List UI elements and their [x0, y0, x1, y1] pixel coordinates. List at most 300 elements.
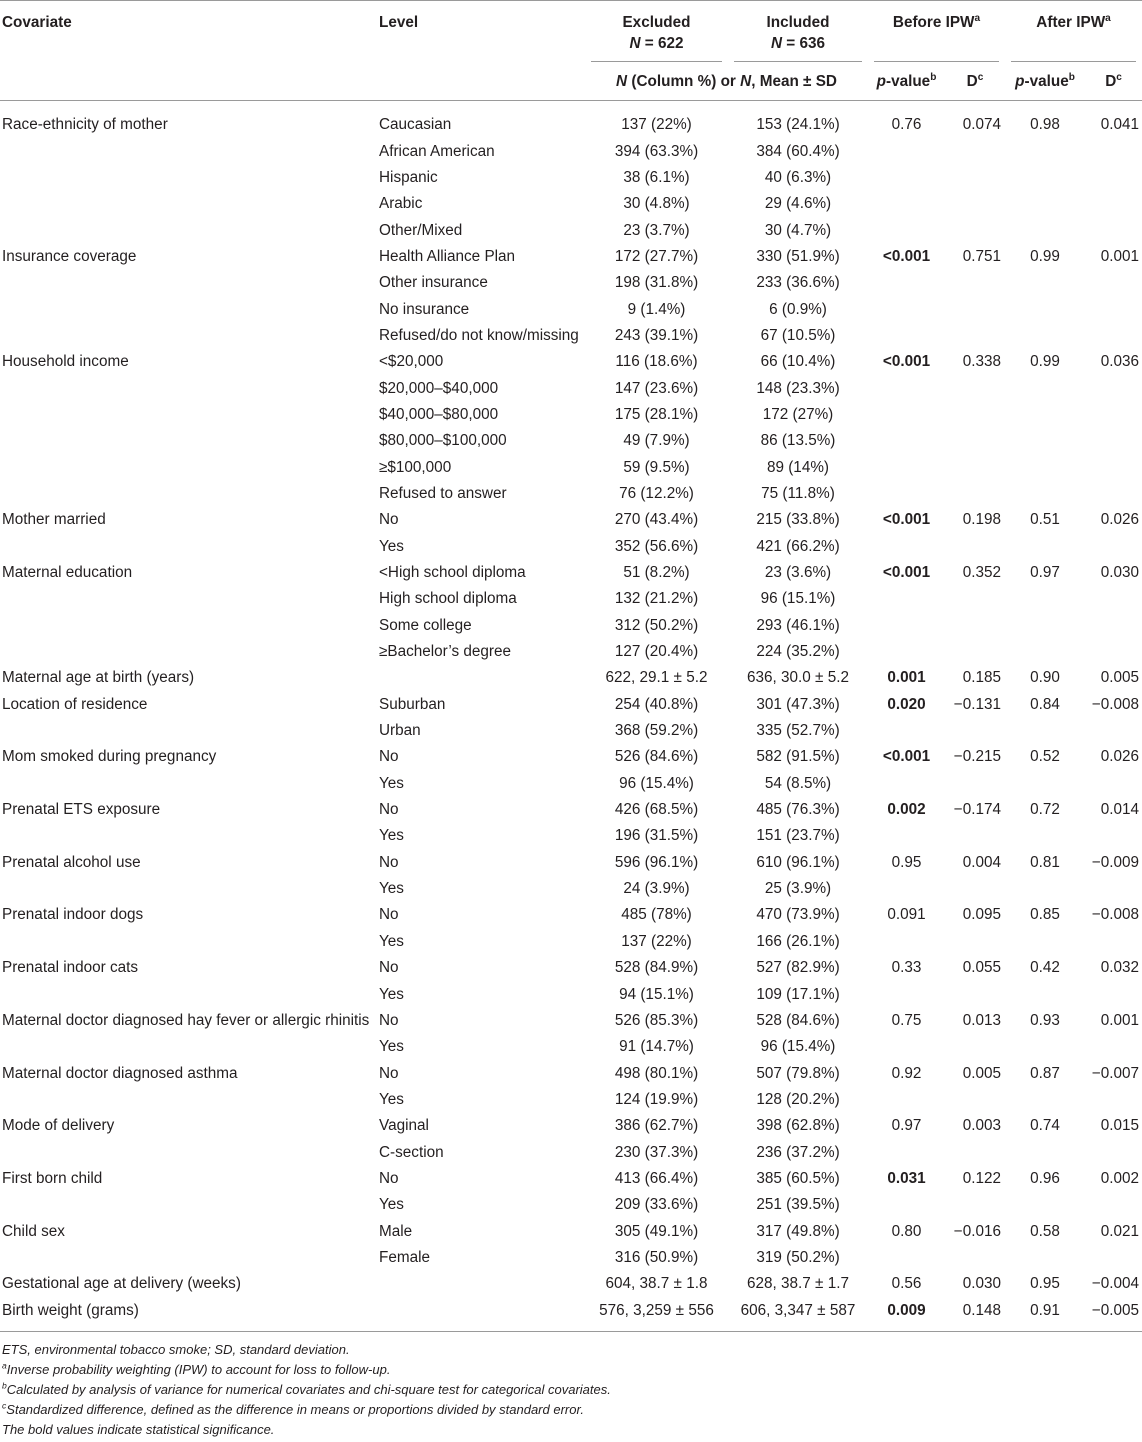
level-cell: Yes: [379, 1038, 404, 1056]
after-ipw-p-value-cell: [1005, 534, 1085, 560]
after-ipw-p-value-cell: [1005, 1245, 1085, 1271]
after-ipw-p-value-cell: [1005, 323, 1085, 349]
included-value-cell: 470 (73.9%): [756, 906, 840, 924]
table-row: [0, 1008, 1142, 1034]
after-ipw-p-value-cell: 0.99: [1030, 353, 1060, 371]
before-ipw-p-value-cell: [868, 586, 945, 612]
excluded-value-cell: 196 (31.5%): [614, 827, 699, 845]
after-ipw-p-value-cell: [1005, 718, 1085, 744]
stats-label-text-2: , Mean ± SD: [751, 72, 837, 90]
excluded-value-cell: 38 (6.1%): [623, 168, 690, 186]
before-ipw-p-value-cell: 0.80: [891, 1222, 922, 1240]
level-cell: [375, 1271, 585, 1297]
covariate-cell: [0, 718, 375, 744]
excluded-value-cell: 622, 29.1 ± 5.2: [605, 669, 708, 687]
excluded-value-cell: 76 (12.2%): [619, 484, 694, 502]
level-cell: Yes: [379, 1090, 404, 1108]
table-row: [0, 112, 1142, 138]
before-ipw-p-value-cell: [868, 270, 945, 296]
before-ipw-p-value-cell: [868, 323, 945, 349]
level-cell: Hispanic: [379, 168, 438, 186]
table-row: [0, 296, 1142, 322]
covariate-cell: Mode of delivery: [2, 1117, 115, 1135]
before-ipw-d-cell: 0.185: [962, 669, 1002, 687]
included-count-symbol: N: [770, 35, 783, 52]
included-value-cell: 67 (10.5%): [760, 326, 836, 344]
footnote-b-marker: b: [2, 1380, 7, 1391]
after-ipw-d-cell: −0.008: [1091, 695, 1140, 713]
level-cell: $40,000–$80,000: [379, 405, 499, 423]
level-cell: Yes: [379, 774, 404, 792]
footnote-a-marker: a: [2, 1360, 7, 1371]
after-ipw-p-value-cell: [1005, 165, 1085, 191]
before-ipw-p-value-cell: 0.091: [887, 906, 926, 924]
level-cell: <$20,000: [379, 353, 444, 371]
table-row: [0, 1218, 1142, 1244]
table-row: [0, 270, 1142, 296]
level-cell: ≥$100,000: [379, 458, 452, 476]
before-ipw-p-value-cell: [868, 771, 945, 797]
d-footnote-marker: c: [1116, 71, 1122, 83]
before-ipw-d-cell: [945, 876, 1005, 902]
before-ipw-d-cell: [945, 1192, 1005, 1218]
before-ipw-d-cell: −0.215: [953, 748, 1002, 766]
included-value-cell: 233 (36.6%): [756, 274, 840, 292]
before-ipw-p-value-cell: [868, 718, 945, 744]
included-value-cell: 23 (3.6%): [764, 564, 832, 582]
level-cell: No: [379, 1064, 399, 1082]
table-header: [0, 1, 1142, 101]
before-ipw-d-cell: 0.005: [962, 1064, 1002, 1082]
after-ipw-p-value-cell: [1005, 981, 1085, 1007]
table-row: [0, 244, 1142, 270]
covariate-column-header: [0, 1, 375, 101]
included-value-cell: 527 (82.9%): [756, 959, 840, 977]
table-row: [0, 586, 1142, 612]
after-ipw-d-cell: 0.002: [1100, 1169, 1140, 1187]
after-ipw-d-cell: 0.014: [1100, 801, 1140, 819]
excluded-value-cell: 528 (84.9%): [614, 959, 699, 977]
included-value-cell: 151 (23.7%): [756, 827, 840, 845]
before-ipw-p-value-cell: [868, 165, 945, 191]
table-row: [0, 1060, 1142, 1086]
before-ipw-d-cell: [945, 823, 1005, 849]
before-ipw-d-cell: [945, 402, 1005, 428]
included-value-cell: 610 (96.1%): [756, 853, 840, 871]
covariate-cell: [0, 375, 375, 401]
before-ipw-d-cell: [945, 929, 1005, 955]
included-value-cell: 330 (51.9%): [756, 247, 840, 265]
p-symbol: p: [1015, 72, 1025, 90]
table-row: [0, 217, 1142, 243]
before-ipw-p-value-cell: <0.001: [882, 748, 931, 766]
before-ipw-p-value-header: [868, 62, 945, 101]
excluded-value-cell: 316 (50.9%): [614, 1248, 699, 1266]
table-row: [0, 639, 1142, 665]
after-ipw-d-cell: [1085, 454, 1142, 480]
after-ipw-p-value-cell: [1005, 876, 1085, 902]
excluded-value-cell: 137 (22%): [621, 116, 692, 134]
covariate-cell: Maternal doctor diagnosed hay fever or allergic rhinitis: [2, 1011, 370, 1029]
table-row: [0, 692, 1142, 718]
level-cell: Yes: [379, 932, 404, 950]
included-value-cell: 582 (91.5%): [756, 748, 840, 766]
included-value-cell: 636, 30.0 ± 5.2: [747, 669, 849, 687]
covariate-cell: [0, 481, 375, 507]
covariate-cell: [0, 823, 375, 849]
after-ipw-d-cell: 0.015: [1100, 1117, 1140, 1135]
after-ipw-d-cell: [1085, 481, 1142, 507]
excluded-value-cell: 91 (14.7%): [619, 1038, 694, 1056]
included-value-cell: 301 (47.3%): [756, 695, 840, 713]
table-row: [0, 534, 1142, 560]
excluded-value-cell: 270 (43.4%): [614, 511, 699, 529]
after-ipw-d-cell: [1085, 771, 1142, 797]
included-header-count: [728, 33, 868, 54]
after-ipw-p-value-cell: [1005, 613, 1085, 639]
excluded-value-cell: 413 (66.4%): [614, 1169, 699, 1187]
before-ipw-d-cell: [945, 1087, 1005, 1113]
level-cell: No: [379, 853, 399, 871]
after-ipw-p-value-cell: 0.93: [1030, 1011, 1060, 1029]
covariate-cell: Prenatal indoor cats: [2, 959, 139, 977]
after-ipw-d-cell: 0.005: [1100, 669, 1140, 687]
excluded-value-cell: 426 (68.5%): [614, 801, 699, 819]
stats-label-n-symbol: N: [616, 72, 628, 90]
spacer-row: [0, 1324, 1142, 1332]
level-cell: $20,000–$40,000: [379, 379, 499, 397]
included-value-cell: 485 (76.3%): [756, 801, 840, 819]
table-row: [0, 876, 1142, 902]
table-row: [0, 981, 1142, 1007]
table-row: [0, 165, 1142, 191]
included-header-label: Included: [766, 14, 830, 31]
before-ipw-p-value-cell: [868, 1245, 945, 1271]
covariate-cell: Household income: [2, 353, 129, 371]
excluded-value-cell: 132 (21.2%): [614, 590, 699, 608]
after-ipw-d-cell: [1085, 165, 1142, 191]
covariate-cell: [0, 138, 375, 164]
after-ipw-d-cell: [1085, 191, 1142, 217]
after-ipw-d-cell: −0.009: [1091, 853, 1140, 871]
after-ipw-d-cell: [1085, 323, 1142, 349]
before-ipw-header: [868, 1, 1005, 63]
after-ipw-d-cell: [1085, 1139, 1142, 1165]
covariate-cell: [0, 929, 375, 955]
excluded-value-cell: 394 (63.3%): [614, 142, 699, 160]
covariate-cell: Mother married: [2, 511, 106, 529]
before-ipw-p-value-cell: 0.002: [887, 801, 926, 819]
level-header-label: Level: [379, 14, 419, 31]
included-value-cell: 25 (3.9%): [764, 880, 832, 898]
after-ipw-p-value-cell: [1005, 481, 1085, 507]
before-ipw-d-cell: [945, 481, 1005, 507]
p-symbol: p: [876, 72, 886, 90]
table-row: [0, 1139, 1142, 1165]
covariate-cell: Prenatal alcohol use: [2, 853, 141, 871]
excluded-column-header: [585, 1, 728, 63]
after-ipw-p-value-cell: [1005, 823, 1085, 849]
excluded-value-cell: 9 (1.4%): [627, 300, 686, 318]
footnote-b-text: Calculated by analysis of variance for numerical covariates and chi-square test for categorical covariates.: [6, 1381, 611, 1397]
after-ipw-d-cell: [1085, 1192, 1142, 1218]
covariate-cell: [0, 876, 375, 902]
before-ipw-p-value-cell: <0.001: [882, 564, 931, 582]
after-ipw-d-cell: −0.004: [1091, 1275, 1140, 1293]
summary-statistic-header: [585, 62, 868, 101]
spacer-cell: [0, 101, 1142, 113]
footnote-c-marker: c: [2, 1400, 7, 1411]
after-ipw-d-header: [1085, 62, 1142, 101]
table-row: [0, 1271, 1142, 1297]
included-value-cell: 319 (50.2%): [756, 1248, 840, 1266]
footnote-c: [2, 1400, 1142, 1420]
level-cell: ≥Bachelor’s degree: [379, 643, 511, 661]
covariate-cell: [0, 1034, 375, 1060]
table-row: [0, 1166, 1142, 1192]
after-ipw-d-cell: [1085, 1034, 1142, 1060]
level-cell: No: [379, 748, 399, 766]
before-ipw-d-cell: 0.751: [962, 247, 1002, 265]
after-ipw-p-value-cell: 0.42: [1030, 959, 1060, 977]
before-ipw-p-value-cell: 0.33: [891, 959, 922, 977]
table-row: [0, 1297, 1142, 1323]
excluded-value-cell: 526 (85.3%): [614, 1011, 699, 1029]
spacer-cell: [0, 1324, 1142, 1332]
level-cell: African American: [379, 142, 495, 160]
excluded-value-cell: 30 (4.8%): [623, 195, 690, 213]
covariate-cell: [0, 1139, 375, 1165]
before-ipw-p-value-cell: [868, 1192, 945, 1218]
after-ipw-d-cell: [1085, 217, 1142, 243]
included-value-cell: 86 (13.5%): [760, 432, 836, 450]
before-ipw-d-cell: 0.095: [962, 906, 1002, 924]
included-value-cell: 421 (66.2%): [756, 537, 840, 555]
before-ipw-p-value-cell: [868, 981, 945, 1007]
before-ipw-d-cell: −0.016: [953, 1222, 1002, 1240]
p-value-text: -value: [1024, 72, 1069, 90]
after-ipw-d-cell: [1085, 270, 1142, 296]
after-ipw-d-cell: [1085, 981, 1142, 1007]
included-value-cell: 128 (20.2%): [756, 1090, 840, 1108]
after-ipw-p-value-cell: 0.96: [1030, 1169, 1060, 1187]
after-ipw-p-value-cell: [1005, 428, 1085, 454]
excluded-header-label: Excluded: [622, 14, 691, 31]
excluded-value-cell: 137 (22%): [621, 932, 692, 950]
excluded-value-cell: 23 (3.7%): [623, 221, 690, 239]
after-ipw-d-cell: −0.005: [1091, 1301, 1140, 1319]
included-value-cell: 385 (60.5%): [756, 1169, 840, 1187]
after-ipw-p-value-cell: 0.84: [1030, 695, 1060, 713]
included-value-cell: 293 (46.1%): [756, 616, 840, 634]
excluded-value-cell: 305 (49.1%): [614, 1222, 699, 1240]
excluded-value-cell: 175 (28.1%): [614, 405, 699, 423]
before-ipw-p-value-cell: 0.56: [891, 1275, 922, 1293]
before-ipw-d-cell: [945, 270, 1005, 296]
level-cell: Health Alliance Plan: [379, 247, 516, 265]
table-row: [0, 375, 1142, 401]
after-ipw-d-cell: 0.026: [1100, 511, 1140, 529]
before-ipw-p-value-cell: [868, 876, 945, 902]
after-ipw-d-cell: 0.021: [1100, 1222, 1140, 1240]
before-ipw-p-value-cell: 0.76: [891, 116, 922, 134]
included-value-cell: 96 (15.4%): [760, 1038, 836, 1056]
after-ipw-p-value-cell: 0.91: [1030, 1301, 1060, 1319]
after-ipw-d-cell: [1085, 823, 1142, 849]
table-row: [0, 1087, 1142, 1113]
covariate-cell: [0, 534, 375, 560]
before-ipw-p-value-cell: 0.95: [891, 853, 922, 871]
before-ipw-p-value-cell: [868, 191, 945, 217]
footnote-abbreviations: ETS, environmental tobacco smoke; SD, standard deviation.: [2, 1341, 350, 1357]
before-ipw-p-value-cell: [868, 929, 945, 955]
after-ipw-d-cell: [1085, 375, 1142, 401]
excluded-value-cell: 576, 3,259 ± 556: [599, 1301, 714, 1319]
table-row: [0, 481, 1142, 507]
footnote-bold-values: The bold values indicate statistical significance.: [2, 1421, 275, 1437]
included-value-cell: 384 (60.4%): [756, 142, 840, 160]
included-value-cell: 606, 3,347 ± 587: [740, 1301, 856, 1319]
after-ipw-p-value-cell: [1005, 296, 1085, 322]
included-value-cell: 40 (6.3%): [764, 168, 832, 186]
covariate-cell: [0, 771, 375, 797]
included-value-cell: 96 (15.1%): [760, 590, 836, 608]
before-ipw-d-cell: [945, 296, 1005, 322]
before-ipw-p-value-cell: [868, 1139, 945, 1165]
excluded-value-cell: 386 (62.7%): [614, 1117, 699, 1135]
before-ipw-d-cell: [945, 428, 1005, 454]
included-value-cell: 166 (26.1%): [756, 932, 840, 950]
level-cell: [375, 665, 585, 691]
included-value-cell: 236 (37.2%): [756, 1143, 840, 1161]
before-ipw-p-value-cell: [868, 296, 945, 322]
table-row: [0, 718, 1142, 744]
table-row: [0, 349, 1142, 375]
excluded-value-cell: 116 (18.6%): [615, 353, 698, 371]
after-ipw-d-cell: 0.001: [1100, 247, 1140, 265]
table-row: [0, 823, 1142, 849]
before-ipw-d-cell: [945, 375, 1005, 401]
before-ipw-d-cell: [945, 771, 1005, 797]
table-spacer-bottom: [0, 1324, 1142, 1332]
before-ipw-d-cell: 0.352: [962, 564, 1002, 582]
after-ipw-p-value-cell: [1005, 402, 1085, 428]
covariate-cell: Race-ethnicity of mother: [2, 116, 168, 134]
excluded-header-count: [585, 33, 728, 54]
table-row: [0, 771, 1142, 797]
covariate-cell: [0, 402, 375, 428]
p-value-footnote-marker: b: [1068, 71, 1075, 83]
level-cell: Yes: [379, 985, 404, 1003]
level-cell: $80,000–$100,000: [379, 432, 507, 450]
included-value-cell: 507 (79.8%): [756, 1064, 840, 1082]
before-ipw-footnote-marker: a: [974, 12, 981, 24]
excluded-value-cell: 124 (19.9%): [614, 1090, 699, 1108]
after-ipw-d-cell: [1085, 586, 1142, 612]
footnote-a-text: Inverse probability weighting (IPW) to account for loss to follow-up.: [6, 1361, 391, 1377]
table-row: [0, 428, 1142, 454]
after-ipw-d-cell: [1085, 402, 1142, 428]
covariate-cell: [0, 639, 375, 665]
level-cell: Vaginal: [379, 1117, 429, 1135]
after-ipw-p-value-cell: [1005, 1034, 1085, 1060]
table-row: [0, 902, 1142, 928]
covariate-cell: [0, 1245, 375, 1271]
excluded-value-cell: 312 (50.2%): [614, 616, 699, 634]
level-cell: No: [379, 906, 399, 924]
level-cell: Female: [379, 1248, 431, 1266]
level-cell: Male: [379, 1222, 413, 1240]
after-ipw-p-value-cell: 0.52: [1030, 748, 1060, 766]
covariate-cell: Gestational age at delivery (weeks): [2, 1275, 241, 1293]
after-ipw-d-cell: [1085, 929, 1142, 955]
included-column-header: [728, 1, 868, 63]
level-cell: Caucasian: [379, 116, 452, 134]
excluded-value-cell: 127 (20.4%): [614, 643, 699, 661]
table-row: [0, 955, 1142, 981]
excluded-value-cell: 94 (15.1%): [619, 985, 694, 1003]
table-spacer-top: [0, 101, 1142, 113]
before-ipw-d-header: [945, 62, 1005, 101]
after-ipw-d-cell: [1085, 428, 1142, 454]
before-ipw-d-cell: 0.122: [962, 1169, 1002, 1187]
excluded-value-cell: 51 (8.2%): [623, 564, 690, 582]
level-cell: No: [379, 1169, 399, 1187]
before-ipw-d-cell: [945, 718, 1005, 744]
after-ipw-d-cell: −0.007: [1091, 1064, 1140, 1082]
level-cell: No: [379, 1011, 399, 1029]
after-ipw-d-cell: 0.001: [1100, 1011, 1140, 1029]
stats-label-text-1: (Column %) or: [627, 72, 741, 90]
before-ipw-d-cell: [945, 586, 1005, 612]
after-ipw-p-value-cell: [1005, 191, 1085, 217]
before-ipw-d-cell: [945, 323, 1005, 349]
covariate-cell: Mom smoked during pregnancy: [2, 748, 217, 766]
after-ipw-p-value-cell: 0.99: [1030, 247, 1060, 265]
before-ipw-p-value-cell: 0.001: [887, 669, 926, 687]
level-cell: High school diploma: [379, 590, 517, 608]
before-ipw-p-value-cell: [868, 217, 945, 243]
after-ipw-d-cell: [1085, 876, 1142, 902]
table-row: [0, 454, 1142, 480]
after-ipw-p-value-cell: 0.74: [1030, 1117, 1060, 1135]
after-ipw-p-value-cell: [1005, 639, 1085, 665]
covariate-cell: [0, 454, 375, 480]
covariate-cell: [0, 981, 375, 1007]
included-value-cell: 215 (33.8%): [756, 511, 840, 529]
level-cell: No: [379, 511, 399, 529]
after-ipw-p-value-header: [1005, 62, 1085, 101]
after-ipw-p-value-cell: 0.51: [1030, 511, 1060, 529]
level-cell: C-section: [379, 1143, 444, 1161]
excluded-value-cell: 24 (3.9%): [623, 880, 690, 898]
excluded-value-cell: 198 (31.8%): [614, 274, 699, 292]
before-ipw-d-cell: [945, 138, 1005, 164]
before-ipw-p-value-cell: 0.75: [891, 1011, 922, 1029]
after-ipw-p-value-cell: [1005, 1139, 1085, 1165]
table-row: [0, 665, 1142, 691]
covariate-cell: Prenatal indoor dogs: [2, 906, 144, 924]
after-ipw-d-cell: [1085, 138, 1142, 164]
level-cell: No: [379, 801, 399, 819]
before-ipw-d-cell: [945, 165, 1005, 191]
table-row: [0, 402, 1142, 428]
covariate-cell: First born child: [2, 1169, 103, 1187]
excluded-value-cell: 604, 38.7 ± 1.8: [605, 1275, 708, 1293]
footnote-a: [2, 1360, 1142, 1380]
before-ipw-p-value-cell: 0.031: [887, 1169, 926, 1187]
excluded-value-cell: 596 (96.1%): [614, 853, 699, 871]
